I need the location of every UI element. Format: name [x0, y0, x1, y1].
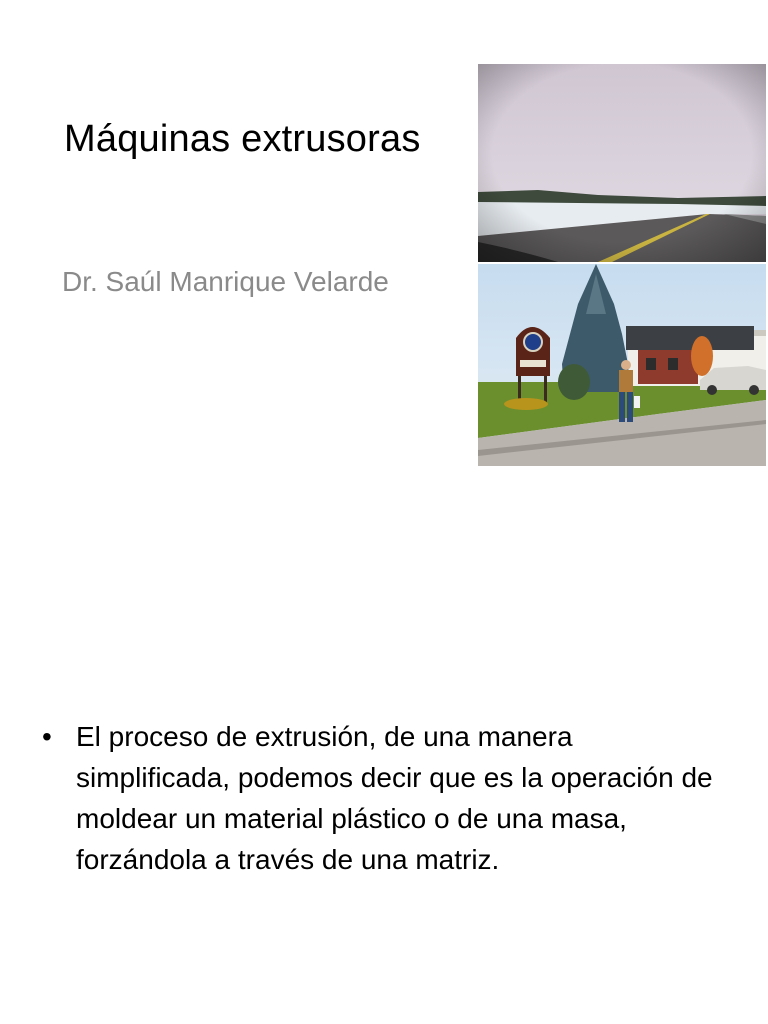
building-photo [478, 264, 766, 466]
slide-title: Máquinas extrusoras [64, 118, 421, 160]
road-photo [478, 64, 766, 262]
bullet-list [40, 716, 720, 880]
building-photo-image [478, 264, 766, 466]
bullet-item [40, 716, 720, 880]
road-photo-image [478, 64, 766, 262]
slide-subtitle: Dr. Saúl Manrique Velarde [62, 266, 389, 297]
bullet-text: El proceso de extrusión, de una manera simplificada, podemos decir que es la operación de moldear un material plástico o de una masa, forzándola a través de una matriz. [76, 721, 713, 875]
bullet-marker: • [42, 721, 52, 752]
